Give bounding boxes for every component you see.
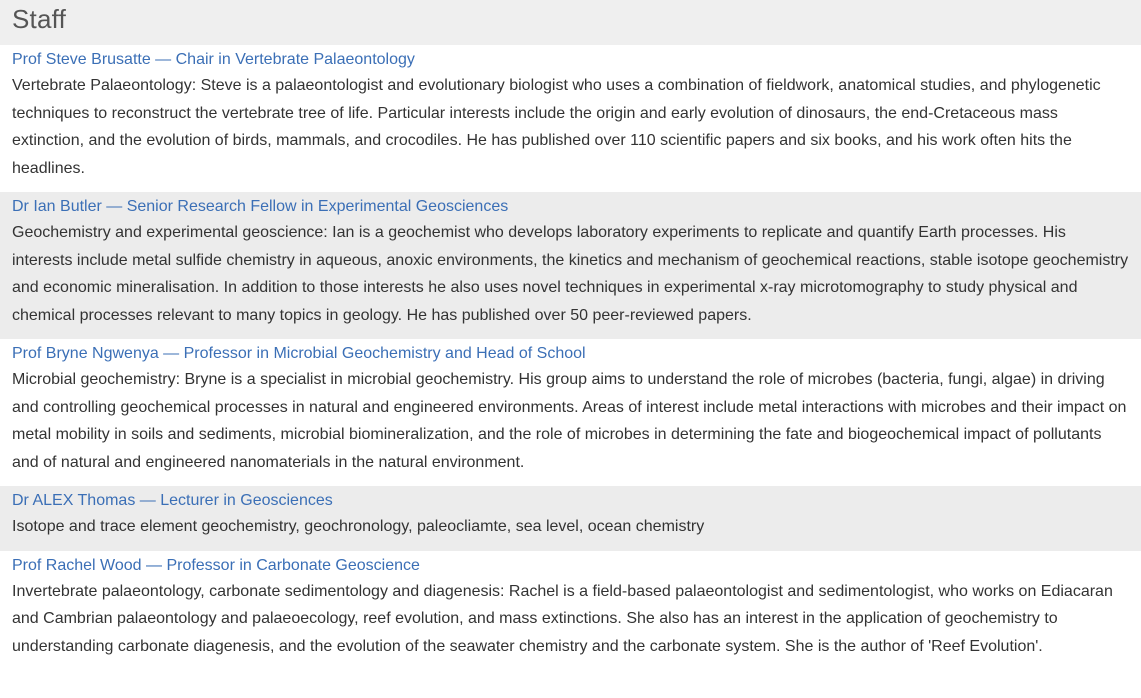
staff-entry: [0, 551, 1141, 671]
staff-entry: [0, 339, 1141, 486]
staff-description: Geochemistry and experimental geoscience: Ian is a geochemist who develops laboratory experiments to replicate and quantify Earth processes. His interests include metal sulfide chemistry in aqueous, anoxic environments, the kinetics and mechanism of geochemical reactions, stable isotope geochemistry and economic mineralisation. In addition to those interests he also uses novel techniques in experimental x-ray microtomography to study physical and chemical processes relevant to many topics in geology. He has published over 50 peer-reviewed papers.: [12, 224, 1129, 324]
staff-entry: [0, 192, 1141, 339]
page-title: Staff: [12, 4, 67, 34]
staff-list: [0, 45, 1141, 670]
staff-entry: [0, 486, 1141, 551]
staff-description: Vertebrate Palaeontology: Steve is a palaeontologist and evolutionary biologist who uses a combination of fieldwork, anatomical studies, and phylogenetic techniques to reconstruct the vertebrate tree of life. Particular interests include the origin and early evolution of dinosaurs, the end-Cretaceous mass extinction, and the evolution of birds, mammals, and crocodiles. He has published over 110 scientific papers and six books, and his work often hits the headlines.: [12, 77, 1101, 177]
staff-description: Microbial geochemistry: Bryne is a specialist in microbial geochemistry. His group aims to understand the role of microbes (bacteria, fungi, algae) in driving and controlling geochemical processes in natural and engineered environments. Areas of interest include metal interactions with microbes and their impact on metal mobility in soils and sediments, microbial biomineralization, and the role of microbes in determining the fate and biogeochemical impact of pollutants and of natural and engineered nanomaterials in the natural environment.: [12, 371, 1127, 471]
staff-link-wood[interactable]: Prof Rachel Wood — Professor in Carbonate Geoscience: [12, 556, 420, 574]
staff-description: Invertebrate palaeontology, carbonate sedimentology and diagenesis: Rachel is a field-based palaeontologist and sedimentologist, who works on Ediacaran and Cambrian palaeontology and palaeoecology, reef evolution, and mass extinctions. She also has an interest in the application of geochemistry to understanding carbonate diagenesis, and the evolution of the seawater chemistry and the carbonate system. She is the author of 'Reef Evolution'.: [12, 582, 1113, 655]
staff-entry: [0, 45, 1141, 192]
staff-link-brusatte[interactable]: Prof Steve Brusatte — Chair in Vertebrate Palaeontology: [12, 51, 415, 68]
staff-link-butler[interactable]: Dr Ian Butler — Senior Research Fellow in Experimental Geosciences: [12, 198, 509, 215]
staff-link-thomas[interactable]: Dr ALEX Thomas — Lecturer in Geosciences: [12, 492, 333, 509]
staff-link-ngwenya[interactable]: Prof Bryne Ngwenya — Professor in Microbial Geochemistry and Head of School: [12, 345, 586, 362]
page-header: [0, 0, 1141, 45]
staff-description: Isotope and trace element geochemistry, geochronology, paleocliamte, sea level, ocean chemistry: [12, 518, 705, 535]
